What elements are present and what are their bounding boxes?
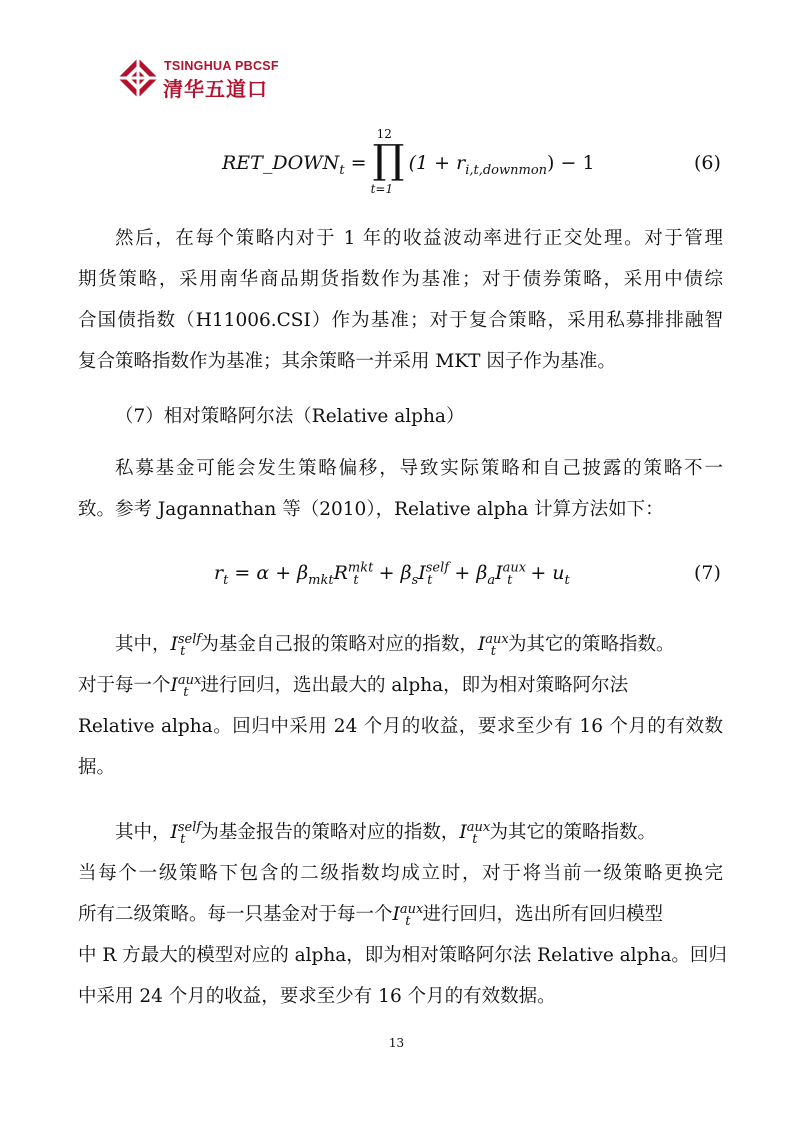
equation-number-7: (7) (694, 562, 721, 584)
paragraph-strategy-drift (78, 448, 723, 530)
text-line: 对于每一个$I^{aux}_t$ 进行回归，选出最大的 alpha，即为相对策略阿尔法 (78, 672, 629, 700)
text-line: Relative alpha。回归中采用 24 个月的收益，要求至少有 16 个月的有效数 (78, 716, 723, 737)
text-line: 私募基金可能会发生策略偏移，导致实际策略和自己披露的策略不一 (115, 458, 723, 479)
text-line: 复合策略指数作为基准；其余策略一并采用 MKT 因子作为基准。 (78, 351, 616, 372)
header-logo (116, 56, 316, 102)
equation-number-6: (6) (694, 152, 721, 174)
text-line: 据。 (78, 757, 116, 778)
eq6-term: (1 + r (408, 152, 466, 174)
logo-english-text: TSINGHUA PBCSF (164, 59, 279, 73)
text-line: 期货策略，采用南华商品期货指数作为基准；对于债券策略，采用中债综 (78, 269, 723, 290)
equation-7: $r_t = \alpha + \beta_{mkt}R^{mkt}_t + \beta_sI^{self}_t + \beta_aI^{aux}_t + u_t$ (7) (214, 560, 721, 588)
paragraph-relative-alpha-method-1 (78, 624, 738, 788)
text-line: 然后，在每个策略内对于 1 年的收益波动率进行正交处理。对于管理 (115, 228, 723, 249)
text-line: 中 R 方最大的模型对应的 alpha，即为相对策略阿尔法 Relative alpha。回归 (78, 945, 727, 966)
tsinghua-logo-mark-icon (116, 56, 160, 100)
page-number: 13 (388, 1036, 405, 1050)
section-heading-relative-alpha (78, 396, 723, 437)
text-line: 所有二级策略。每一只基金对于每一个$I^{aux}_t$ 进行回归，选出所有回归模型 (78, 901, 664, 929)
product-operator: 12 ∏ t=1 (370, 127, 405, 196)
text-line: 其中，$I^{self}_t$ 为基金自己报的策略对应的指数，$I^{aux}_t$ 为其它的策略指数。 (115, 631, 675, 659)
paragraph-relative-alpha-method-2 (78, 812, 727, 1017)
eq6-lhs: RET_DOWN (222, 152, 340, 174)
text-line: 当每个一级策略下包含的二级指数均成立时，对于将当前一级策略更换完 (78, 863, 723, 884)
text-line: 其中，$I^{self}_t$ 为基金报告的策略对应的指数，$I^{aux}_t$ 为其它的策略指数。 (115, 819, 656, 847)
logo-chinese-text: 清华五道口 (163, 77, 268, 101)
equation-6: $RET\_DOWN_t$ = 12 ∏ t=1 $(1 + r_{i,t,downmon}) - 1$ (6) (222, 127, 721, 196)
text-line: 中采用 24 个月的收益，要求至少有 16 个月的有效数据。 (78, 986, 556, 1007)
text-line: 致。参考 Jagannathan 等（2010），Relative alpha 计算方法如下： (78, 499, 664, 520)
text-line: 合国债指数（H11006.CSI）作为基准；对于复合策略，采用私募排排融智 (78, 310, 723, 331)
heading-text: （7）相对策略阿尔法（Relative alpha） (115, 406, 465, 427)
paragraph-orthogonalization (78, 218, 723, 382)
